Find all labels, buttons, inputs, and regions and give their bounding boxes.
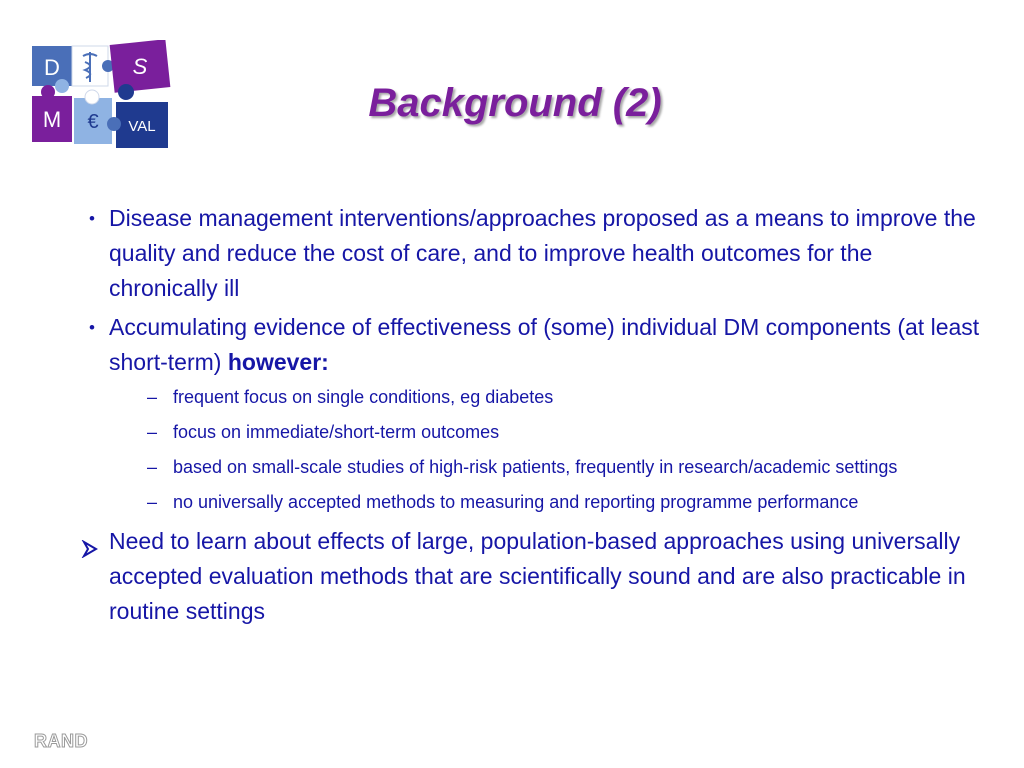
logo-letter-d: D <box>44 55 60 80</box>
sub-bullet-text: no universally accepted methods to measuring and reporting programme performance <box>173 492 859 512</box>
sub-bullet-text: based on small-scale studies of high-risk patients, frequently in research/academic settings <box>173 457 898 477</box>
dash-icon: – <box>146 387 157 407</box>
dash-icon: – <box>146 492 157 512</box>
bullet-dot-icon: • <box>89 209 95 228</box>
sub-bullet-item <box>145 419 980 446</box>
bullet-text: Accumulating evidence of effectiveness of (some) individual DM components (at least short-term) <box>109 314 980 375</box>
bullet-text: Disease management interventions/approaches proposed as a means to improve the quality and reduce the cost of care, and to improve health outcomes for the chronically ill <box>109 205 976 301</box>
logo-euro-sign: € <box>87 111 99 133</box>
dash-icon: – <box>146 422 157 442</box>
rand-footer-logo: RAND <box>34 731 88 751</box>
arrow-bullet-icon <box>80 533 100 551</box>
sub-bullet-item <box>145 384 980 411</box>
sub-bullet-item <box>145 454 980 481</box>
sub-bullet-text: focus on immediate/short-term outcomes <box>173 422 500 442</box>
dash-icon: – <box>146 457 157 477</box>
bullet-bold-text: however: <box>227 349 329 375</box>
dm-eval-logo <box>30 40 172 152</box>
bullet-item <box>80 310 980 380</box>
sub-bullet-text: frequent focus on single conditions, eg diabetes <box>173 387 554 407</box>
logo-letter-m: M <box>42 107 62 132</box>
bullet-text: Need to learn about effects of large, population-based approaches using universally accepted evaluation methods that are scientifically sound and are also practicable in routine settings <box>109 528 966 624</box>
logo-letter-s: S <box>132 54 148 79</box>
bullet-item <box>80 201 980 306</box>
logo-letters-val: VAL <box>128 118 156 135</box>
bullet-list <box>80 201 980 633</box>
bullet-dot-icon: • <box>89 318 95 337</box>
bullet-item <box>80 524 980 629</box>
sub-bullet-item <box>145 489 980 516</box>
sub-bullet-list <box>145 384 980 516</box>
slide-title: Background (2) <box>368 81 662 125</box>
